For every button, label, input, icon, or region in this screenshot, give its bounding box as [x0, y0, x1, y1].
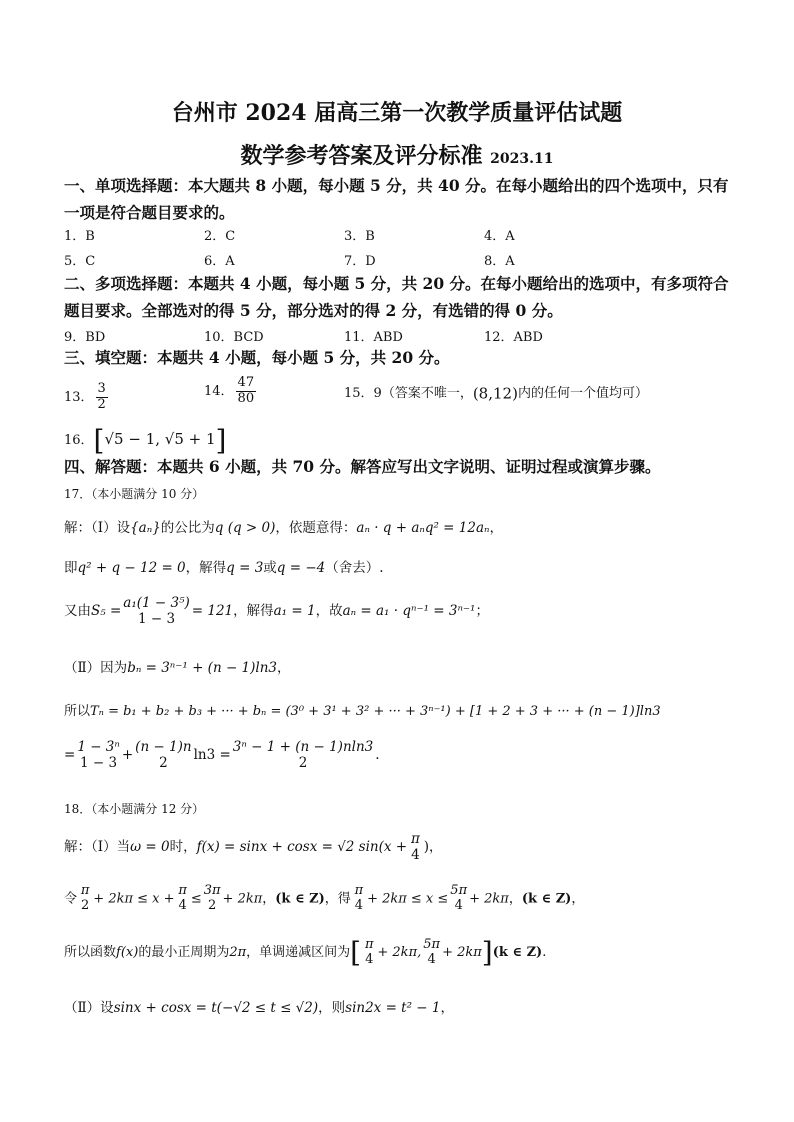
- text: ，: [262, 891, 276, 907]
- math: sin2x = t² − 1: [345, 1000, 441, 1016]
- frac-num: π: [364, 936, 374, 952]
- math: aₙ = a₁ · qⁿ⁻¹ = 3ⁿ⁻¹: [342, 603, 476, 620]
- frac-num: π: [178, 883, 187, 898]
- answer-5: 5．C: [64, 254, 96, 269]
- frac-den: 4: [354, 897, 364, 913]
- answer-row-3: [64, 326, 744, 346]
- right-bracket-icon: ]: [481, 936, 493, 969]
- q17-line-5: [64, 700, 754, 719]
- text: ；: [475, 603, 489, 620]
- answer-11: 11．ABD: [344, 330, 403, 345]
- fraction: [204, 884, 221, 914]
- text: ，故: [315, 603, 343, 620]
- math: sinx + cosx = t(−√2 ≤ t ≤ √2): [113, 1000, 319, 1016]
- math: ω = 0: [130, 839, 170, 856]
- q17-header: 17．（本小题满分 10 分）: [64, 487, 205, 501]
- fraction: [177, 884, 189, 914]
- q17-line-6: [64, 740, 754, 771]
- math: q = 3: [226, 560, 264, 576]
- right-bracket-icon: ]: [215, 424, 227, 457]
- answer-15-interval: (8,12): [472, 384, 518, 403]
- text: ，依题意得：: [275, 520, 357, 536]
- text: （Ⅱ）设: [64, 1000, 114, 1016]
- frac-den: 4: [365, 951, 374, 967]
- frac-num: 3: [97, 381, 106, 396]
- document-subtitle: [0, 139, 794, 170]
- text: ，解得: [185, 560, 227, 576]
- text: 解：（Ⅰ）当: [64, 839, 131, 856]
- frac-num: 47: [237, 375, 255, 390]
- math: q = −4: [276, 560, 326, 576]
- frac-num: 1 − 3ⁿ: [77, 739, 120, 755]
- frac-num: a₁(1 − 3⁵): [123, 595, 190, 611]
- answer-15: [344, 382, 648, 403]
- answer-14-fraction: [236, 376, 257, 407]
- fill-answers-row: [64, 374, 744, 414]
- math: Tₙ = b₁ + b₂ + b₃ + ··· + bₙ = (3⁰ + 3¹ + 3² + ··· + 3ⁿ⁻¹) + [1 + 2 + 3 + ··· + (n − 1)]ln3: [90, 704, 661, 719]
- math: = 121: [191, 603, 234, 620]
- math: S₅ =: [91, 603, 122, 620]
- text: 的公比为: [160, 520, 215, 536]
- q17-line-4: [64, 656, 754, 676]
- q17-line-1: [64, 516, 754, 536]
- left-bracket-icon: [: [93, 424, 105, 457]
- text: （Ⅱ）因为: [64, 660, 128, 676]
- math: 2π: [229, 945, 247, 960]
- answer-16-label: 16．: [64, 433, 94, 448]
- frac-den: 4: [454, 897, 463, 913]
- fraction: [233, 740, 373, 771]
- math: f(x): [116, 945, 139, 960]
- q17-line-3: [64, 596, 754, 627]
- answer-16-expression: √5 − 1, √5 + 1: [104, 430, 216, 448]
- answer-2: 2．C: [204, 229, 236, 244]
- text: 令: [64, 891, 78, 907]
- answer-15-tail: 内的任何一个值均可）: [517, 386, 648, 401]
- frac-den: 2: [97, 396, 106, 412]
- text: 或: [263, 560, 277, 576]
- text: .: [542, 945, 547, 960]
- math: (k ∈ Z): [521, 891, 572, 907]
- left-bracket-icon: [: [350, 936, 362, 969]
- q18-line-1: [64, 832, 754, 863]
- math: + 2kπ,: [377, 945, 422, 960]
- fraction: [450, 884, 467, 914]
- answer-row-1: [64, 225, 744, 245]
- frac-num: 3ⁿ − 1 + (n − 1)nln3: [232, 739, 374, 755]
- text: 即: [64, 560, 78, 576]
- fraction: [77, 740, 120, 771]
- answer-13: [64, 382, 110, 413]
- math: aₙ · q + aₙq² = 12aₙ: [356, 520, 490, 536]
- math: q² + q − 12 = 0: [77, 560, 186, 576]
- answer-16-row: [64, 420, 744, 457]
- math: q (q > 0): [214, 520, 276, 536]
- frac-den: 1 − 3: [80, 754, 118, 771]
- frac-num: π: [354, 883, 364, 898]
- document-title: 台州市 2024 届高三第一次教学质量评估试题: [171, 100, 623, 126]
- math: (k ∈ Z): [492, 945, 543, 960]
- frac-num: (n − 1)n: [135, 739, 192, 755]
- math: a₁ = 1: [273, 603, 316, 620]
- math: +: [121, 747, 134, 764]
- answer-9: 9．BD: [64, 330, 106, 345]
- text: ，: [508, 891, 522, 907]
- text: ，: [571, 891, 585, 907]
- section-1-header: 一、单项选择题：本大题共 8 小题，每小题 5 分，共 40 分。在每小题给出的四个选项中，只有一项是符合题目要求的。: [64, 176, 729, 222]
- math: ln3 =: [193, 747, 231, 764]
- subtitle-text: 数学参考答案及评分标准: [240, 143, 483, 169]
- text: 解：（Ⅰ）设: [64, 520, 131, 536]
- frac-den: 1 − 3: [137, 610, 176, 627]
- document-date: 2023.11: [490, 151, 554, 167]
- answer-1: 1．B: [64, 229, 95, 244]
- frac-num: 5π: [450, 883, 468, 898]
- fraction: [363, 938, 375, 968]
- answer-7: 7．D: [344, 254, 376, 269]
- text: ，则: [318, 1000, 346, 1016]
- q18-header: 18．（本小题满分 12 分）: [64, 802, 205, 816]
- text: 所以: [64, 704, 91, 719]
- math: (k ∈ Z): [275, 891, 325, 907]
- q18-line-2: [64, 884, 754, 914]
- math: ≤: [190, 891, 202, 907]
- frac-den: 4: [427, 951, 436, 967]
- math: =: [64, 747, 76, 764]
- fraction: [409, 832, 422, 863]
- math: + 2kπ ≤ x ≤: [367, 891, 449, 907]
- answer-6: 6．A: [204, 254, 235, 269]
- text: 的最小正周期为: [138, 945, 230, 960]
- answer-15-label: 15．9（答案不唯一，: [344, 386, 473, 401]
- answer-row-2: [64, 250, 744, 270]
- math: + 2kπ ≤ x +: [93, 891, 175, 907]
- math: {aₙ}: [130, 520, 161, 536]
- frac-den: 2: [298, 754, 308, 771]
- q17-line-2: [64, 556, 754, 576]
- math: f(x) = sinx + cosx = √2 sin(x +: [196, 839, 408, 856]
- section-2-header: 二、多项选择题：本题共 4 小题，每小题 5 分，共 20 分。在每小题给出的选项中，有多项符合题目要求。全部选对的得 5 分，部分选对的得 2 分，有选错的得 0 分。: [64, 274, 729, 320]
- frac-den: 4: [411, 846, 420, 863]
- text: ，: [440, 1000, 454, 1016]
- text: ，解得: [233, 603, 274, 620]
- frac-den: 2: [159, 754, 168, 771]
- answer-10: 10．BCD: [204, 330, 264, 345]
- answer-12: 12．ABD: [484, 330, 543, 345]
- frac-num: π: [80, 883, 90, 898]
- text: ，: [428, 839, 443, 856]
- answer-3: 3．B: [344, 229, 375, 244]
- text: ，: [489, 520, 503, 536]
- fraction: [423, 938, 440, 968]
- answer-13-label: 13．: [64, 389, 94, 405]
- fraction: [135, 740, 191, 771]
- text: 时，: [169, 839, 197, 856]
- answer-13-fraction: [96, 382, 108, 413]
- text: 又由: [64, 603, 91, 620]
- frac-num: 3π: [203, 883, 221, 898]
- math: + 2kπ: [222, 891, 263, 907]
- math: + 2kπ: [469, 891, 509, 907]
- answer-14-label: 14．: [204, 383, 234, 399]
- text: ，得: [324, 891, 351, 907]
- section-4-header: 四、解答题：本题共 6 小题，共 70 分。解答应写出文字说明、证明过程或演算步骤。: [64, 457, 661, 476]
- q18-line-4: [64, 996, 754, 1016]
- fraction: [79, 884, 91, 914]
- frac-den: 4: [178, 897, 187, 913]
- text: ，: [277, 660, 291, 676]
- math: bₙ = 3ⁿ⁻¹ + (n − 1)ln3: [127, 660, 277, 676]
- frac-den: 2: [207, 897, 217, 913]
- answer-4: 4．A: [484, 229, 515, 244]
- frac-den: 2: [81, 897, 90, 913]
- answer-14: [204, 376, 258, 407]
- math: .: [375, 747, 380, 764]
- math: + 2kπ: [442, 945, 482, 960]
- frac-num: 5π: [423, 936, 441, 952]
- text: ，单调递减区间为: [246, 945, 351, 960]
- q18-line-3: [64, 936, 754, 969]
- answer-8: 8．A: [484, 254, 515, 269]
- text: 所以函数: [64, 945, 117, 960]
- frac-den: 80: [237, 390, 255, 406]
- text: （舍去）.: [325, 560, 384, 576]
- fraction: [123, 596, 189, 627]
- frac-num: π: [410, 831, 420, 847]
- fraction: [353, 884, 365, 914]
- math: ): [423, 839, 429, 856]
- section-3-header: 三、填空题：本题共 4 小题，每小题 5 分，共 20 分。: [64, 348, 450, 367]
